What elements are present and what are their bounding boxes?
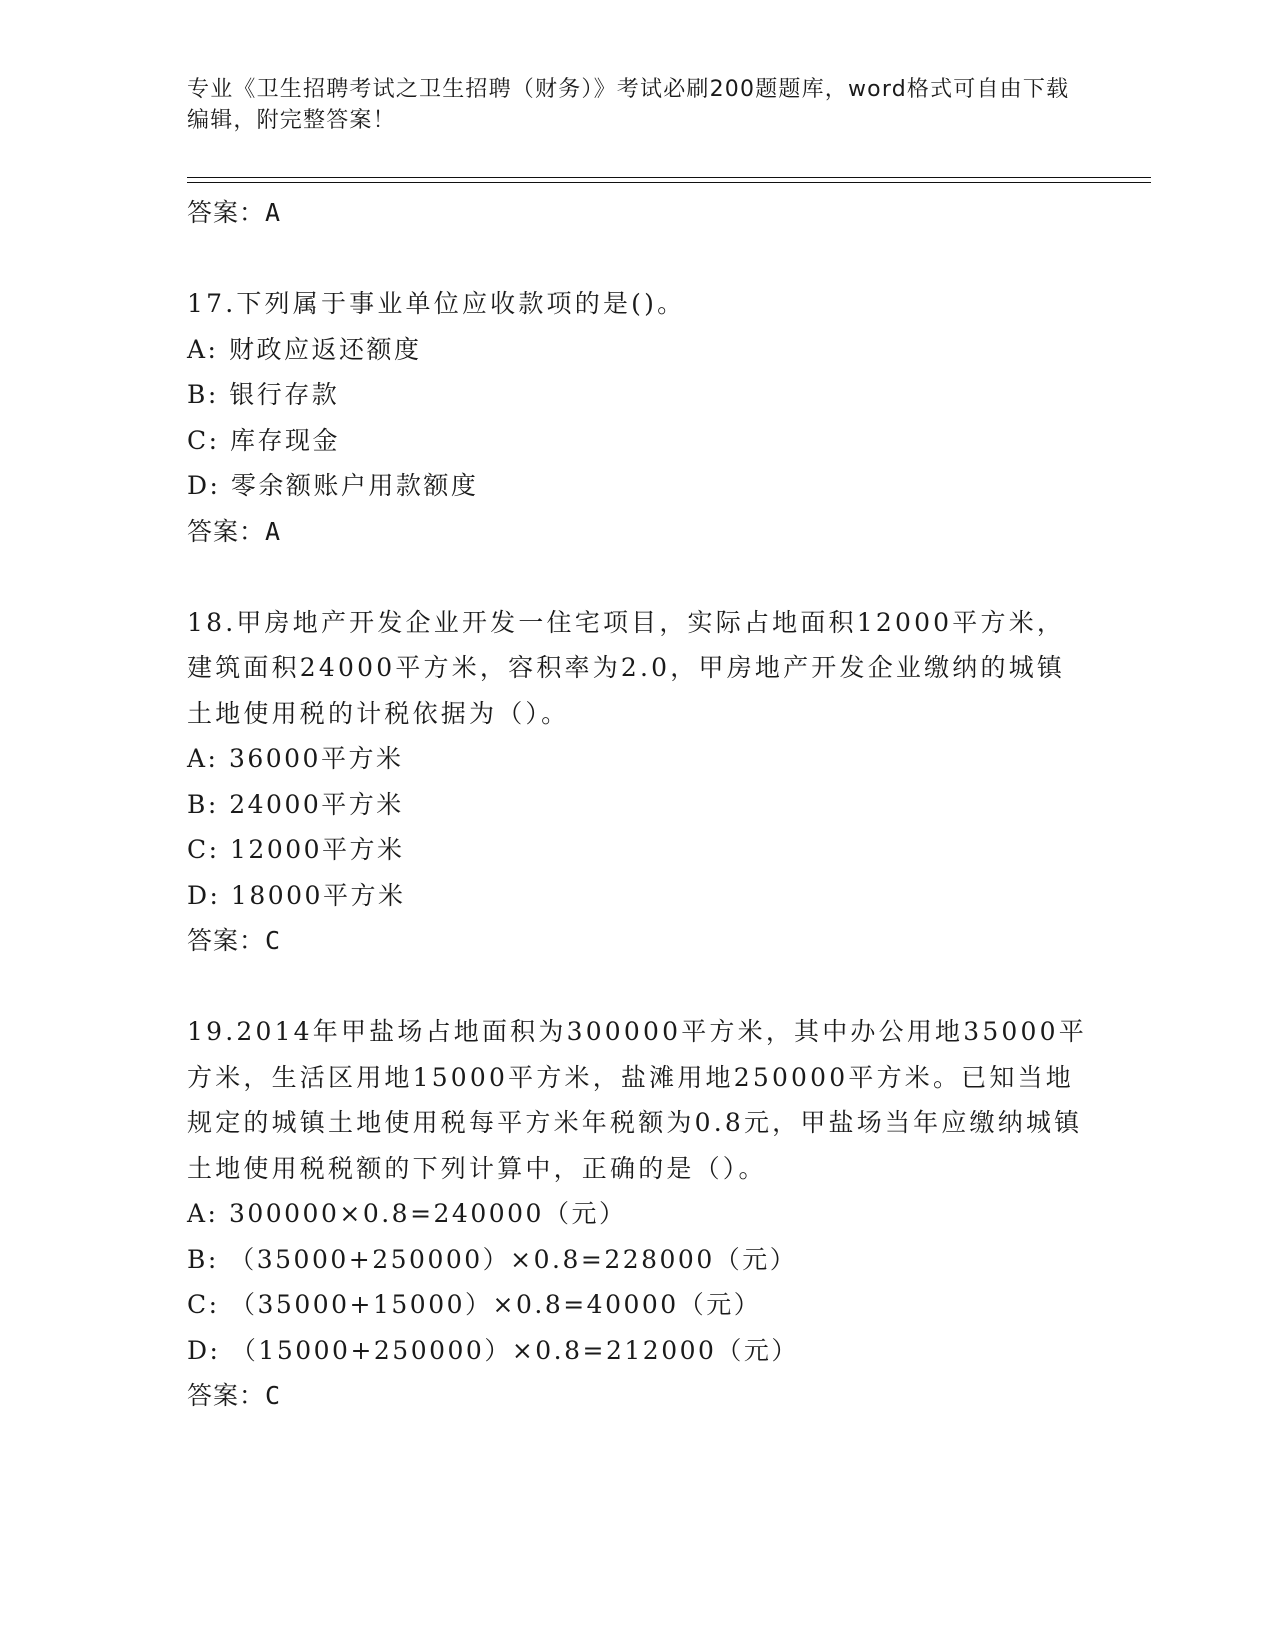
option-text: （35000+15000）×0.8=40000（元） [230, 1290, 762, 1319]
option-letter: C: [187, 1290, 220, 1319]
option-letter: D: [187, 471, 221, 500]
option-letter: A: [187, 744, 219, 773]
option-text: 财政应返还额度 [228, 334, 422, 364]
option-b [187, 1237, 1087, 1283]
option-letter: B: [187, 380, 219, 409]
header-divider-second [187, 182, 1151, 183]
answer-line: 答案：C [187, 1381, 282, 1410]
option-letter: A: [187, 1199, 219, 1228]
option-d [187, 463, 1087, 509]
option-text: 零余额账户用款额度 [230, 471, 479, 500]
option-letter: A: [187, 334, 219, 364]
option-letter: D: [187, 880, 221, 910]
option-letter: B: [187, 1244, 219, 1274]
question-17 [187, 281, 1087, 555]
option-b [187, 372, 1087, 418]
question-stem: 18.甲房地产开发企业开发一住宅项目，实际占地面积12000平方米，建筑面积24000平方米，容积率为2.0，甲房地产开发企业缴纳的城镇土地使用税的计税依据为（）。 [187, 607, 1066, 728]
question-stem: 17.下列属于事业单位应收款项的是()。 [187, 289, 686, 318]
document-header: 专业《卫生招聘考试之卫生招聘（财务）》考试必刷200题题库，word格式可自由下载编辑，附完整答案！ [187, 77, 1070, 133]
answer-line: 答案：C [187, 926, 282, 955]
option-d [187, 873, 1087, 919]
option-text: （35000+250000）×0.8=228000（元） [229, 1244, 798, 1274]
question-stem: 19.2014年甲盐场占地面积为300000平方米，其中办公用地35000平方米，生活区用地15000平方米，盐滩用地250000平方米。已知当地规定的城镇土地使用税每平方米年税额为0.8元，甲盐场当年应缴纳城镇土地使用税税额的下列计算中，正确的是（）。 [187, 1017, 1087, 1183]
option-a [187, 1191, 1087, 1237]
option-text: 36000平方米 [228, 744, 404, 773]
option-c [187, 418, 1087, 464]
option-a [187, 736, 1087, 782]
option-letter: D: [187, 1335, 221, 1365]
option-text: 300000×0.8=240000（元） [228, 1199, 627, 1228]
option-text: 12000平方米 [230, 835, 405, 864]
option-d [187, 1328, 1087, 1374]
option-c [187, 1282, 1087, 1328]
option-c [187, 827, 1087, 873]
answer-line: 答案：A [187, 516, 282, 546]
question-18 [187, 600, 1087, 965]
option-b [187, 782, 1087, 828]
question-list [187, 190, 1087, 1419]
option-text: 18000平方米 [230, 880, 406, 910]
option-text: 银行存款 [229, 380, 340, 409]
option-letter: C: [187, 835, 220, 864]
option-letter: C: [187, 425, 220, 455]
option-text: 库存现金 [230, 425, 341, 455]
previous-answer: 答案：A [187, 198, 282, 227]
option-text: （15000+250000）×0.8=212000（元） [230, 1335, 799, 1365]
option-a [187, 327, 1087, 373]
header-divider [187, 177, 1151, 178]
option-letter: B: [187, 789, 219, 819]
question-19 [187, 1009, 1087, 1419]
option-text: 24000平方米 [229, 789, 404, 819]
